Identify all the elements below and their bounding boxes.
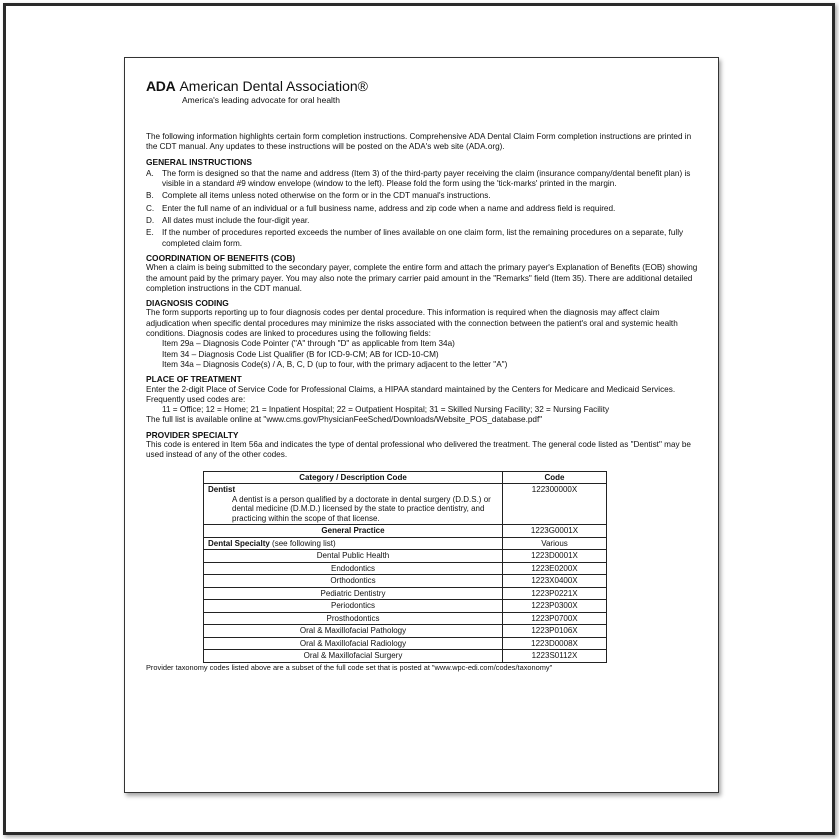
list-item bbox=[146, 191, 701, 201]
general-instructions-list bbox=[146, 169, 701, 249]
item-letter: D. bbox=[146, 216, 155, 226]
diagnosis-paragraph: The form supports reporting up to four diagnosis codes per dental procedure. This information is required when the diagnosis may affect claim adjudication when specific dental procedures may minimize the risks associated with the connection between the patient's oral and systemic health conditions. Diagnosis codes are linked to procedures using the following fields: bbox=[146, 308, 678, 339]
list-item bbox=[146, 228, 701, 249]
intro-paragraph: The following information highlights certain form completion instructions. Comprehensive ADA Dental Claim Form completion instructions are printed in the CDT manual. Any updates to these instructions will be posted on the ADA's web site (ADA.org). bbox=[146, 132, 692, 152]
item-letter: A. bbox=[146, 168, 154, 178]
table-row-dental-specialty bbox=[204, 537, 607, 550]
dentist-code: 122300000X bbox=[503, 484, 607, 525]
table-row bbox=[204, 575, 607, 588]
table-row-general-practice bbox=[204, 525, 607, 538]
specialty-code: 1223P0106X bbox=[503, 625, 607, 638]
table-row bbox=[204, 550, 607, 563]
specialty-name: Oral & Maxillofacial Surgery bbox=[204, 650, 503, 663]
place-heading: PLACE OF TREATMENT bbox=[146, 374, 242, 385]
diagnosis-item: Item 34 – Diagnosis Code List Qualifier (B for ICD-9-CM; AB for ICD-10-CM) bbox=[162, 349, 439, 359]
list-item bbox=[146, 204, 701, 214]
specialty-name: Orthodontics bbox=[204, 575, 503, 588]
diagnosis-item: Item 29a – Diagnosis Code Pointer ("A" through "D" as applicable from Item 34a) bbox=[162, 339, 455, 349]
dentist-description: A dentist is a person qualified by a doctorate in dental surgery (D.D.S.) or dental medicine (D.M.D.) licensed by the state to practice dentistry, and practicing within the scope of that license. bbox=[232, 494, 491, 523]
cob-heading: COORDINATION OF BENEFITS (COB) bbox=[146, 252, 296, 263]
dental-specialty-note: (see following list) bbox=[269, 538, 336, 548]
specialty-code: 1223D0008X bbox=[503, 637, 607, 650]
item-text: If the number of procedures reported exceeds the number of lines available on one claim form, list the remaining procedures on a separate, fully completed claim form. bbox=[162, 228, 684, 248]
specialty-name: Dental Public Health bbox=[204, 550, 503, 563]
general-practice-code: 1223G0001X bbox=[503, 525, 607, 538]
specialty-code: 1223P0221X bbox=[503, 587, 607, 600]
item-letter: C. bbox=[146, 203, 155, 213]
ada-logo bbox=[146, 78, 368, 105]
specialty-code: 1223E0200X bbox=[503, 562, 607, 575]
place-paragraph: Enter the 2-digit Place of Service Code for Professional Claims, a HIPAA standard maintained by the Centers for Medicare and Medicaid Services. Frequently used codes are: bbox=[146, 384, 676, 404]
cob-paragraph: When a claim is being submitted to the secondary payer, complete the entire form and attach the primary payer's Explanation of Benefits (EOB) showing the amount paid by the primary payer. You may also note the primary carrier paid amount in the "Remarks" field (Item 35). There are additional detailed completion instructions in the CDT manual. bbox=[146, 263, 698, 293]
table-row bbox=[204, 562, 607, 575]
table-row bbox=[204, 587, 607, 600]
place-codes: 11 = Office; 12 = Home; 21 = Inpatient Hospital; 22 = Outpatient Hospital; 31 = Skilled Nursing Facility; 32 = Nursing Facility bbox=[162, 405, 610, 415]
outer-frame bbox=[3, 3, 835, 835]
specialty-code: 1223X0400X bbox=[503, 575, 607, 588]
specialty-name: Oral & Maxillofacial Radiology bbox=[204, 637, 503, 650]
specialty-code: 1223P0700X bbox=[503, 612, 607, 625]
table-row bbox=[204, 612, 607, 625]
diagnosis-heading: DIAGNOSIS CODING bbox=[146, 298, 229, 309]
table-row bbox=[204, 625, 607, 638]
list-item bbox=[146, 169, 701, 190]
taxonomy-footnote: Provider taxonomy codes listed above are a subset of the full code set that is posted at "www.wpc-edi.com/codes/taxonomy" bbox=[146, 662, 553, 672]
diagnosis-item: Item 34a – Diagnosis Code(s) / A, B, C, D (up to four, with the primary adjacent to the letter "A") bbox=[162, 359, 508, 369]
general-practice-label: General Practice bbox=[204, 525, 503, 538]
logo-name: American Dental Association® bbox=[179, 78, 368, 94]
logo-tagline: America's leading advocate for oral health bbox=[182, 95, 341, 105]
specialty-name: Prosthodontics bbox=[204, 612, 503, 625]
general-instructions-heading: GENERAL INSTRUCTIONS bbox=[146, 156, 252, 167]
specialty-heading: PROVIDER SPECIALTY bbox=[146, 429, 239, 440]
dental-specialty-code: Various bbox=[503, 537, 607, 550]
dentist-cell bbox=[204, 484, 503, 525]
table-row bbox=[204, 637, 607, 650]
specialty-name: Pediatric Dentistry bbox=[204, 587, 503, 600]
document-page bbox=[124, 57, 719, 793]
dental-specialty-label: Dental Specialty bbox=[208, 538, 270, 548]
specialty-name: Periodontics bbox=[204, 600, 503, 613]
table-row-dentist bbox=[204, 484, 607, 525]
place-link: The full list is available online at "www.cms.gov/PhysicianFeeSched/Downloads/Website_POS_database.pdf" bbox=[146, 415, 543, 425]
dental-specialty-cell bbox=[204, 537, 503, 550]
column-header-code: Code bbox=[503, 471, 607, 484]
specialty-code: 1223D0001X bbox=[503, 550, 607, 563]
item-text: The form is designed so that the name and address (Item 3) of the third-party payer receiving the claim (insurance company/dental benefit plan) is visible in a standard #9 window envelope (window to the left). Please fold the form using the 'tick-marks' printed in the margin. bbox=[162, 168, 691, 189]
item-text: Enter the full name of an individual or a full business name, address and zip code when a name and address field is required. bbox=[162, 203, 616, 213]
logo-abbreviation: ADA bbox=[146, 78, 176, 94]
specialty-name: Endodontics bbox=[204, 562, 503, 575]
provider-specialty-table bbox=[203, 471, 607, 663]
table-row bbox=[204, 650, 607, 663]
specialty-paragraph: This code is entered in Item 56a and indicates the type of dental professional who delivered the treatment. The general code listed as "Dentist" may be used instead of any of the other codes. bbox=[146, 440, 691, 460]
document-content bbox=[146, 132, 701, 673]
dentist-label: Dentist bbox=[208, 485, 236, 495]
specialty-name: Oral & Maxillofacial Pathology bbox=[204, 625, 503, 638]
list-item bbox=[146, 216, 701, 226]
table-header-row bbox=[204, 471, 607, 484]
specialty-code: 1223S0112X bbox=[503, 650, 607, 663]
item-letter: B. bbox=[146, 191, 154, 201]
item-text: Complete all items unless noted otherwise on the form or in the CDT manual's instructions. bbox=[162, 191, 491, 201]
table-row bbox=[204, 600, 607, 613]
specialty-code: 1223P0300X bbox=[503, 600, 607, 613]
item-letter: E. bbox=[146, 228, 154, 238]
column-header-category: Category / Description Code bbox=[204, 471, 503, 484]
item-text: All dates must include the four-digit year. bbox=[162, 216, 310, 226]
